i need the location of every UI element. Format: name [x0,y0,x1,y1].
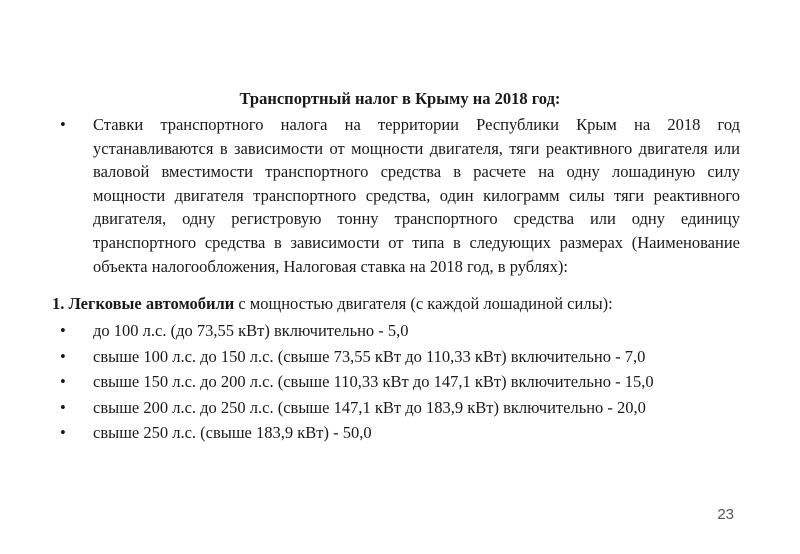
list-item [60,397,760,423]
page-number: 23 [717,506,734,523]
slide-title: Транспортный налог в Крыму на 2018 год: [239,89,561,108]
rate-text: свыше 200 л.с. до 250 л.с. (свыше 147,1 кВт до 183,9 кВт) включительно - 20,0 [93,397,646,417]
list-item [60,320,760,346]
rate-list [60,320,760,448]
list-item [60,422,760,448]
intro-paragraph [60,113,740,278]
section-number: 1. [52,294,65,313]
rate-text: свыше 250 л.с. (свыше 183,9 кВт) - 50,0 [93,423,372,442]
section-heading [52,293,752,315]
intro-bullet: • [60,115,66,134]
rate-text: свыше 150 л.с. до 200 л.с. (свыше 110,33 кВт до 147,1 кВт) включительно - 15,0 [93,372,654,391]
bullet-dot: • [60,397,66,417]
list-item [60,346,760,372]
list-item [60,371,760,397]
bullet-dot: • [60,321,66,340]
bullet-dot: • [60,346,66,366]
rate-text: до 100 л.с. (до 73,55 кВт) включительно - 5,0 [93,321,409,340]
section-bold-title: Легковые автомобили [68,294,235,313]
rate-text: свыше 100 л.с. до 150 л.с. (свыше 73,55 кВт до 110,33 кВт) включительно - 7,0 [93,346,646,366]
bullet-dot: • [60,372,66,391]
section-rest: с мощностью двигателя (с каждой лошадиной силы): [234,294,613,313]
bullet-dot: • [60,423,66,442]
intro-text: Ставки транспортного налога на территории Республики Крым на 2018 год устанавливаются в зависимости от мощности двигателя, тяги реактивного двигателя или валовой вместимости транспортного средства в расчете на одну лошадиную силу мощности двигателя транспортного средства, один килограмм силы тяги реактивного двигателя, одну регистровую тонну транспортного средства или одну единицу транспортного средства в зависимости от типа в следующих размерах (Наименование объекта налогообложения, Налоговая ставка на 2018 год, в рублях): [93,115,740,276]
